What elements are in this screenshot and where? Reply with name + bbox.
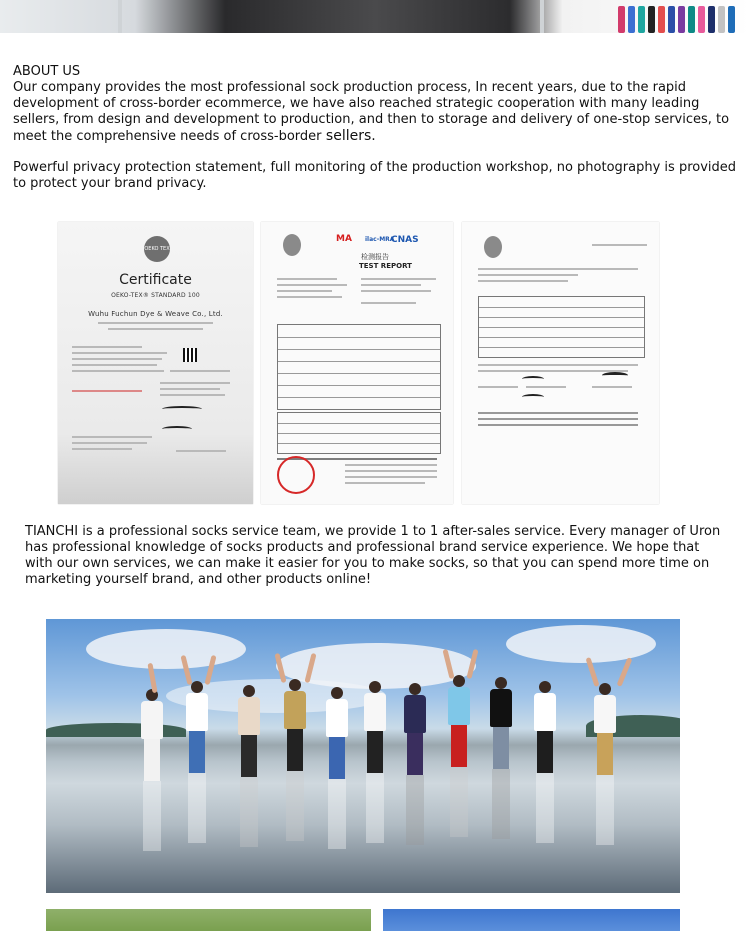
team-description: TIANCHI is a professional socks service team, we provide 1 to 1 after-sales service. Every manager of Uron has professional knowledge of socks products and professional brand service experience. We hope that with our own services, we can make it easier for you to make socks, so that you can spend more time on marketing yourself brand, and other products online! bbox=[25, 524, 721, 587]
team-beach-photo bbox=[46, 619, 680, 893]
certificate-title: Certificate bbox=[119, 272, 192, 288]
about-us-lead: Our company provides the most professional sock production process, bbox=[13, 80, 472, 95]
bureau-veritas-logo bbox=[283, 234, 301, 256]
oeko-tex-certificate-image bbox=[58, 222, 253, 504]
team-sky-photo bbox=[383, 909, 680, 931]
top-banner-photo bbox=[0, 0, 750, 33]
ilac-mark: ilac-MRA bbox=[365, 236, 395, 243]
report-title: TEST REPORT bbox=[359, 262, 412, 270]
oeko-tex-logo: OEKO TEX bbox=[144, 236, 170, 262]
about-us-heading: ABOUT US bbox=[13, 64, 81, 79]
sample-table bbox=[478, 296, 645, 358]
test-report-page2-image bbox=[462, 222, 659, 504]
test-report-image bbox=[261, 222, 453, 504]
bureau-veritas-logo-2 bbox=[484, 236, 502, 258]
cnas-mark: CNAS bbox=[391, 235, 419, 245]
certificate-standard: OEKO-TEX® STANDARD 100 bbox=[111, 292, 200, 299]
about-us-tail: sellers. bbox=[321, 128, 376, 144]
team-grass-photo bbox=[46, 909, 371, 931]
report-cn-title: 检测报告 bbox=[361, 253, 389, 261]
cma-mark: MA bbox=[336, 234, 352, 244]
privacy-statement: Powerful privacy protection statement, full monitoring of the production workshop, no photography is provided to protect your brand privacy. bbox=[13, 160, 737, 191]
about-us-body: In recent years, due to the rapid development of cross-border ecommerce, we have also reached strategic cooperation with many leading sellers, from design and development to production, and then to storage and delivery of one-stop services, to meet the comprehensive needs of cross-border bbox=[13, 80, 730, 144]
report-table bbox=[277, 324, 441, 410]
red-seal-stamp bbox=[277, 456, 315, 494]
certificate-company: Wuhu Fuchun Dye & Weave Co., Ltd. bbox=[88, 310, 223, 318]
qr-code-icon bbox=[183, 348, 197, 362]
about-us-section bbox=[13, 64, 737, 145]
